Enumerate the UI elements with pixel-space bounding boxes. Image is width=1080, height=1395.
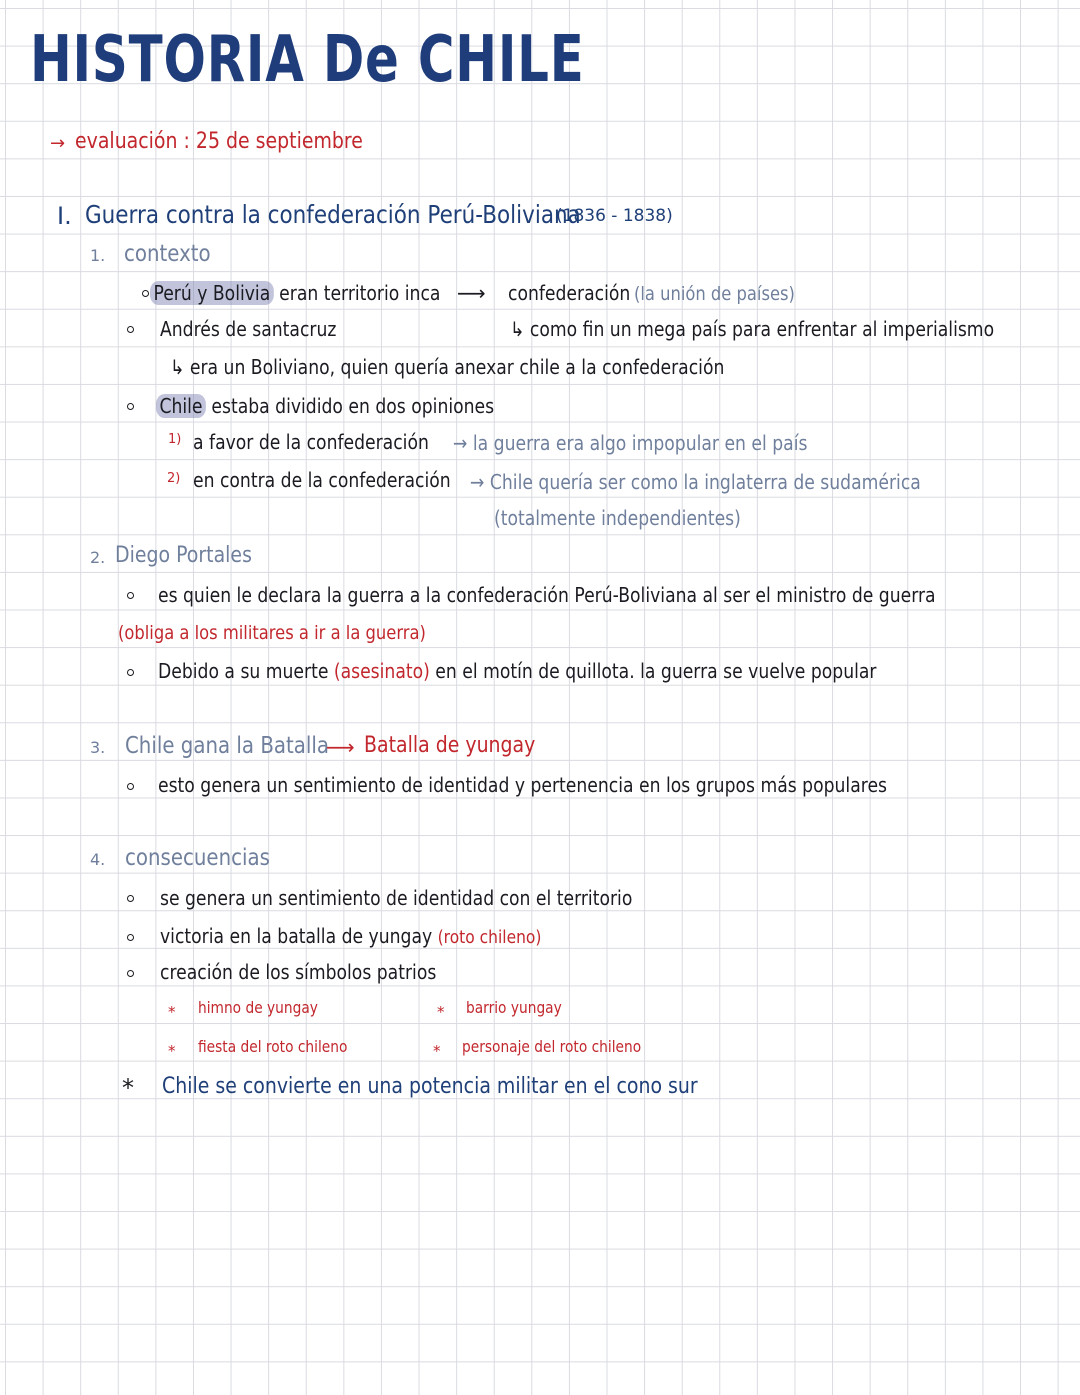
symbol-item: personaje del roto chileno (462, 1037, 642, 1056)
list-item: se genera un sentimiento de identidad con el territorio (160, 886, 633, 910)
list-item-text: victoria en la batalla de yungay (160, 924, 433, 948)
subsection-red-label: Batalla de yungay (364, 733, 536, 758)
arrow-icon: ⟶ (457, 281, 486, 305)
subsection-title: Chile gana la Batalla (125, 733, 330, 759)
list-item: esto genera un sentimiento de identidad y pertenencia en los grupos más populares (158, 773, 887, 797)
bullet (127, 403, 134, 410)
list-item: creación de los símbolos patrios (160, 960, 437, 984)
asterisk-icon: * (433, 1042, 441, 1060)
list-item-text: en el motín de quillota. la guerra se vuelve popular (435, 659, 877, 683)
option-number: 2) (167, 471, 181, 486)
symbol-item: barrio yungay (466, 998, 562, 1017)
subsection-title: contexto (124, 241, 211, 267)
list-item (158, 661, 876, 681)
evaluation-arrow: → (50, 133, 66, 154)
bullet (127, 934, 134, 941)
list-item: es quien le declara la guerra a la confederación Perú-Boliviana al ser el ministro de guerra (158, 583, 936, 607)
list-item-highlight: Chile se convierte en una potencia militar en el cono sur (162, 1074, 698, 1099)
subsection-number: 1. (90, 246, 106, 265)
asterisk-icon: * (168, 1003, 176, 1021)
bullet (127, 783, 134, 790)
list-item (156, 396, 494, 416)
subsection-number: 3. (90, 738, 106, 757)
bullet (127, 326, 134, 333)
list-subitem: ↳ era un Boliviano, quien quería anexar chile a la confederación (170, 355, 725, 379)
bullet (127, 895, 134, 902)
highlighted-text: Chile (156, 394, 206, 418)
bullet (127, 592, 134, 599)
list-item-red: (roto chileno) (437, 927, 542, 948)
asterisk-icon: * (437, 1003, 445, 1021)
option-note: → la guerra era algo impopular en el país (453, 431, 808, 455)
list-item-text: estaba dividido en dos opiniones (211, 394, 495, 418)
section-numeral: I. (57, 202, 72, 230)
list-item-note: (obliga a los militares a ir a la guerra) (118, 622, 426, 644)
asterisk-icon: * (168, 1042, 176, 1060)
list-item-note: ↳ como fin un mega país para enfrentar al imperialismo (510, 317, 995, 341)
subsection-number: 2. (90, 548, 106, 567)
section-years: (1836 - 1838) (556, 206, 673, 226)
option-text: en contra de la confederación (193, 468, 451, 492)
subsection-number: 4. (90, 850, 106, 869)
list-item (160, 926, 541, 947)
bullet (127, 970, 134, 977)
list-item-text: eran territorio inca (279, 281, 441, 305)
bullet (127, 669, 134, 676)
option-text: a favor de la confederación (193, 430, 429, 454)
section-heading: Guerra contra la confederación Perú-Boliviana (85, 200, 581, 229)
bullet (142, 290, 149, 297)
list-item: Andrés de santacruz (160, 317, 337, 341)
subsection-title: consecuencias (125, 845, 270, 871)
subsection-title: Diego Portales (115, 543, 252, 568)
evaluation-date: evaluación : 25 de septiembre (75, 129, 363, 154)
confederacion-label: confederación (508, 281, 631, 305)
highlighted-text: Perú y Bolivia (150, 281, 274, 305)
arrow-icon: ⟶ (326, 735, 355, 759)
option-note-continued: (totalmente independientes) (494, 506, 741, 530)
list-item-text: Debido a su muerte (158, 659, 329, 683)
list-item-red: (asesinato) (333, 659, 430, 683)
symbol-item: fiesta del roto chileno (198, 1037, 348, 1056)
symbol-item: himno de yungay (198, 998, 318, 1017)
asterisk-icon: * (122, 1074, 134, 1102)
list-item (150, 283, 440, 303)
option-note: → Chile quería ser como la inglaterra de sudamérica (470, 470, 921, 494)
option-number: 1) (168, 432, 182, 447)
confederacion-note: (la unión de países) (634, 283, 795, 305)
page-title: HISTORIA De CHILE (30, 23, 585, 97)
